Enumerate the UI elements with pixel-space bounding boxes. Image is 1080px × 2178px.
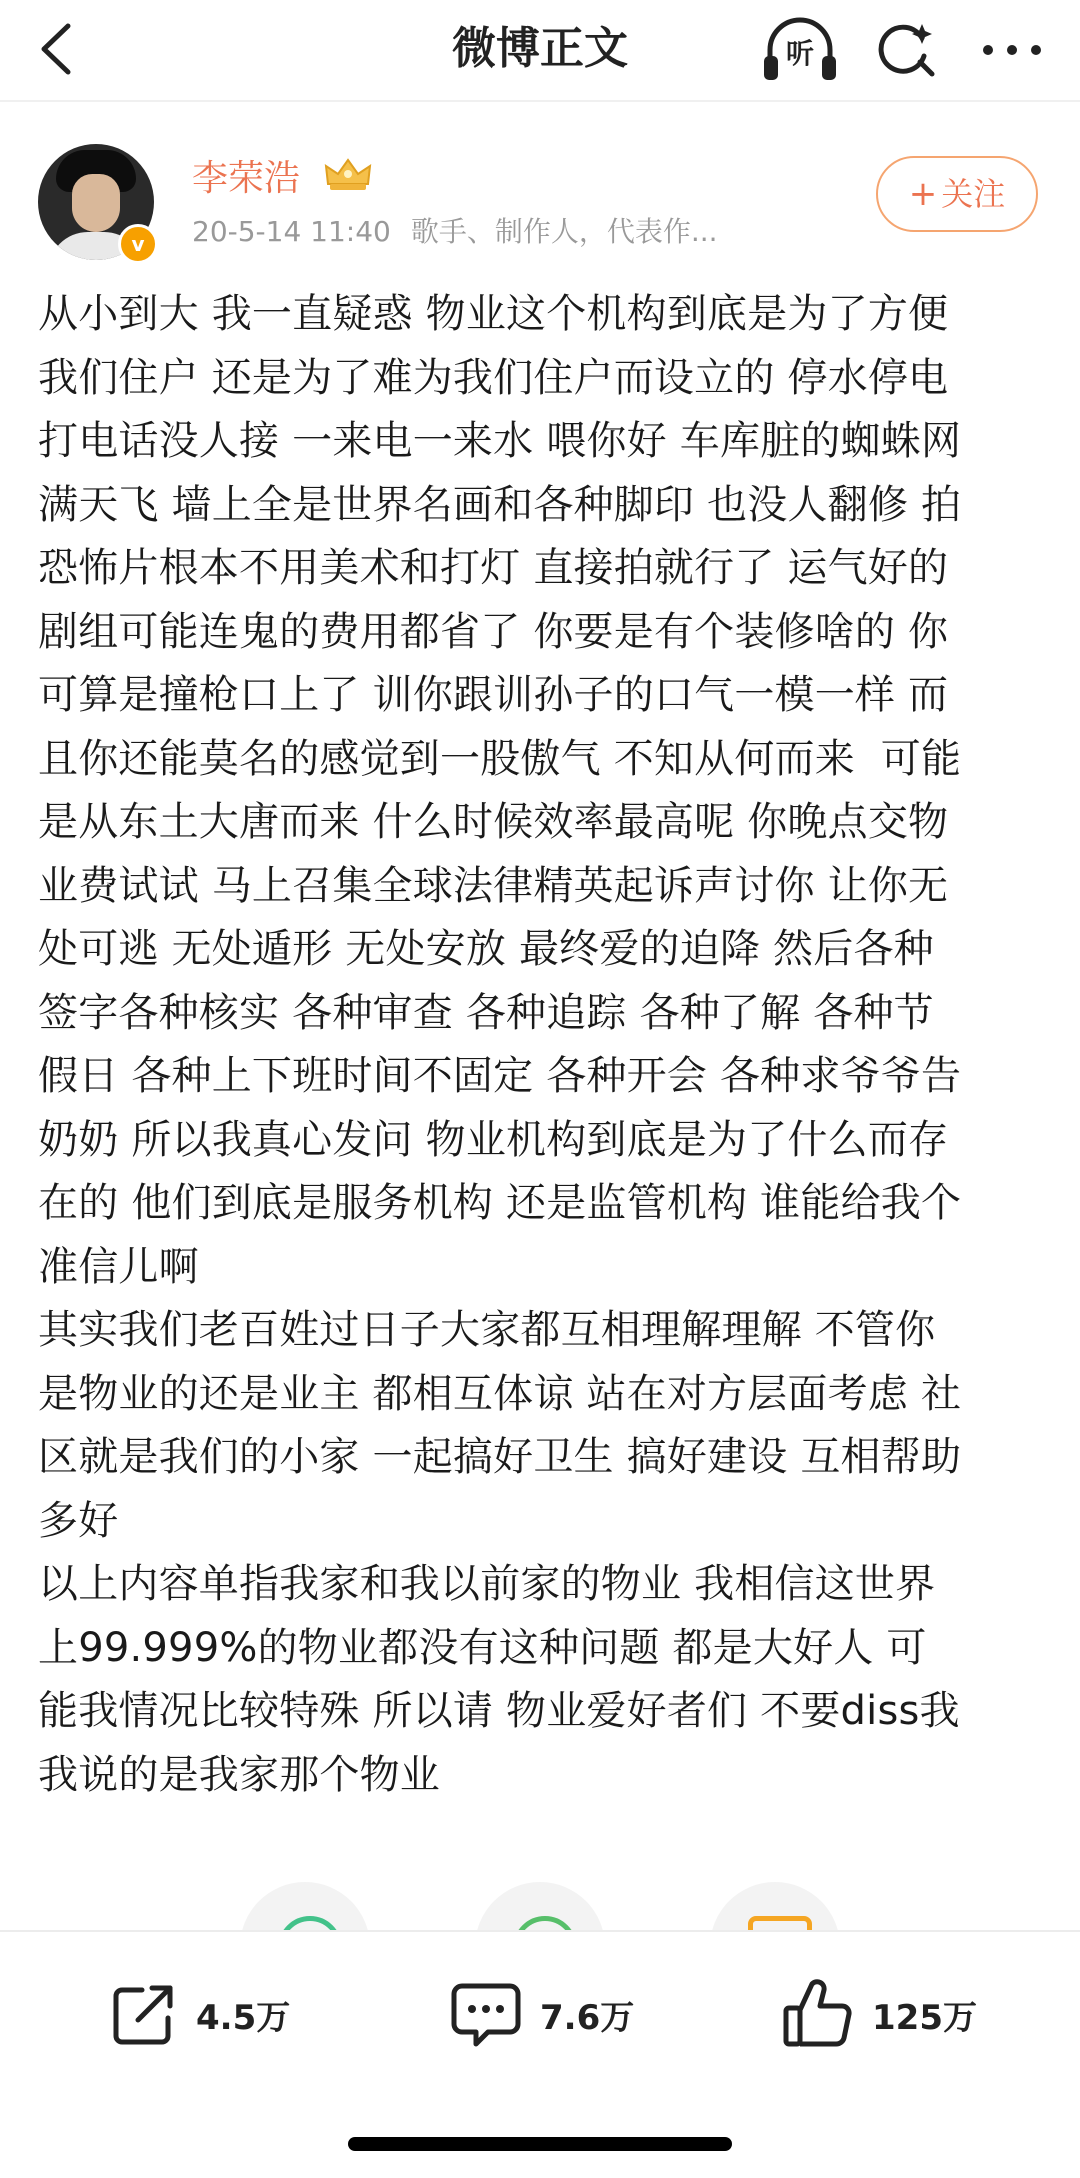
like-count: 125万: [872, 1997, 977, 2038]
ball-icon: [513, 1916, 577, 1930]
like-button[interactable]: [780, 1974, 977, 2054]
plus-icon: +: [908, 174, 938, 214]
comment-button[interactable]: [448, 1974, 634, 2054]
comment-icon: [448, 1976, 524, 2052]
author-meta: [192, 210, 718, 250]
avatar-face: [72, 174, 120, 232]
vip-crown-icon: [322, 154, 374, 194]
author-name[interactable]: 李荣浩: [192, 158, 301, 199]
home-indicator[interactable]: [348, 2137, 732, 2151]
reaction-gift[interactable]: [710, 1882, 840, 1930]
follow-label: 关注: [941, 175, 1006, 213]
reaction-bar: [0, 1870, 1080, 1930]
post-timestamp: 20-5-14 11:40: [192, 215, 391, 248]
share-count: 4.5万: [196, 1997, 291, 2038]
reaction-ball[interactable]: [475, 1882, 605, 1930]
post-text: 从小到大 我一直疑惑 物业这个机构到底是为了方便 我们住户 还是为了难为我们住户而设立的 停水停电 打电话没人接 一来电一来水 喂你好 车库脏的蜘蛛网 满天飞 墙上全是世界名画和各种脚印 也没人翻修 拍 恐怖片根本不用美术和打灯 直接拍就行了 运气好的 剧组可能连鬼的费用都省了 你要是有个装修啥的 你 可算是撞枪口上了 训你跟训孙子的口气一模一样 而 且你还能莫名的感觉到一股傲气 不知从何而来 可能 是从东土大唐而来 什么时候效率最高呢 你晚点交物 业费试试 马上召集全球法律精英起诉声讨你 让你无 处可逃 无处遁形 无处安放 最终爱的迫降 然后各种 签字各种核实 各种审查 各种追踪 各种了解 各种节 假日 各种上下班时间不固定 各种开会 各种求爷爷告 奶奶 所以我真心发问 物业机构到底是为了什么而存 在的 他们到底是服务机构 还是监管机构 谁能给我个 准信儿啊 其实我们老百姓过日子大家都互相理解理解 不管你 是物业的还是业主 都相互体谅 站在对方层面考虑 社 区就是我们的小家 一起搞好卫生 搞好建设 互相帮助 多好 以上内容单指我家和我以前家的物业 我相信这世界 上99.999%的物业都没有这种问题 都是大好人 可 能我情况比较特殊 所以请 物业爱好者们 不要diss我 我说的是我家那个物业: [38, 291, 962, 1798]
verified-badge-icon: v: [118, 224, 158, 264]
smile-icon: [278, 1916, 342, 1930]
listen-label: 听: [785, 37, 814, 70]
share-button[interactable]: [108, 1974, 290, 2054]
search-button[interactable]: [872, 12, 942, 88]
author-header: [0, 100, 1080, 275]
more-dots-icon: [972, 12, 1052, 88]
page-title: 微博正文: [452, 23, 628, 74]
gift-icon: [748, 1916, 812, 1930]
share-icon: [108, 1978, 180, 2050]
listen-button[interactable]: [760, 12, 840, 88]
follow-button[interactable]: [876, 156, 1038, 232]
reaction-smile[interactable]: [240, 1882, 370, 1930]
comment-count: 7.6万: [540, 1997, 635, 2038]
more-options-button[interactable]: [972, 12, 1052, 88]
thumbs-up-icon: [780, 1976, 856, 2052]
top-navigation-bar: [0, 0, 1080, 102]
author-description: 歌手、制作人，代表作...: [410, 215, 718, 248]
search-icon: [872, 12, 942, 88]
